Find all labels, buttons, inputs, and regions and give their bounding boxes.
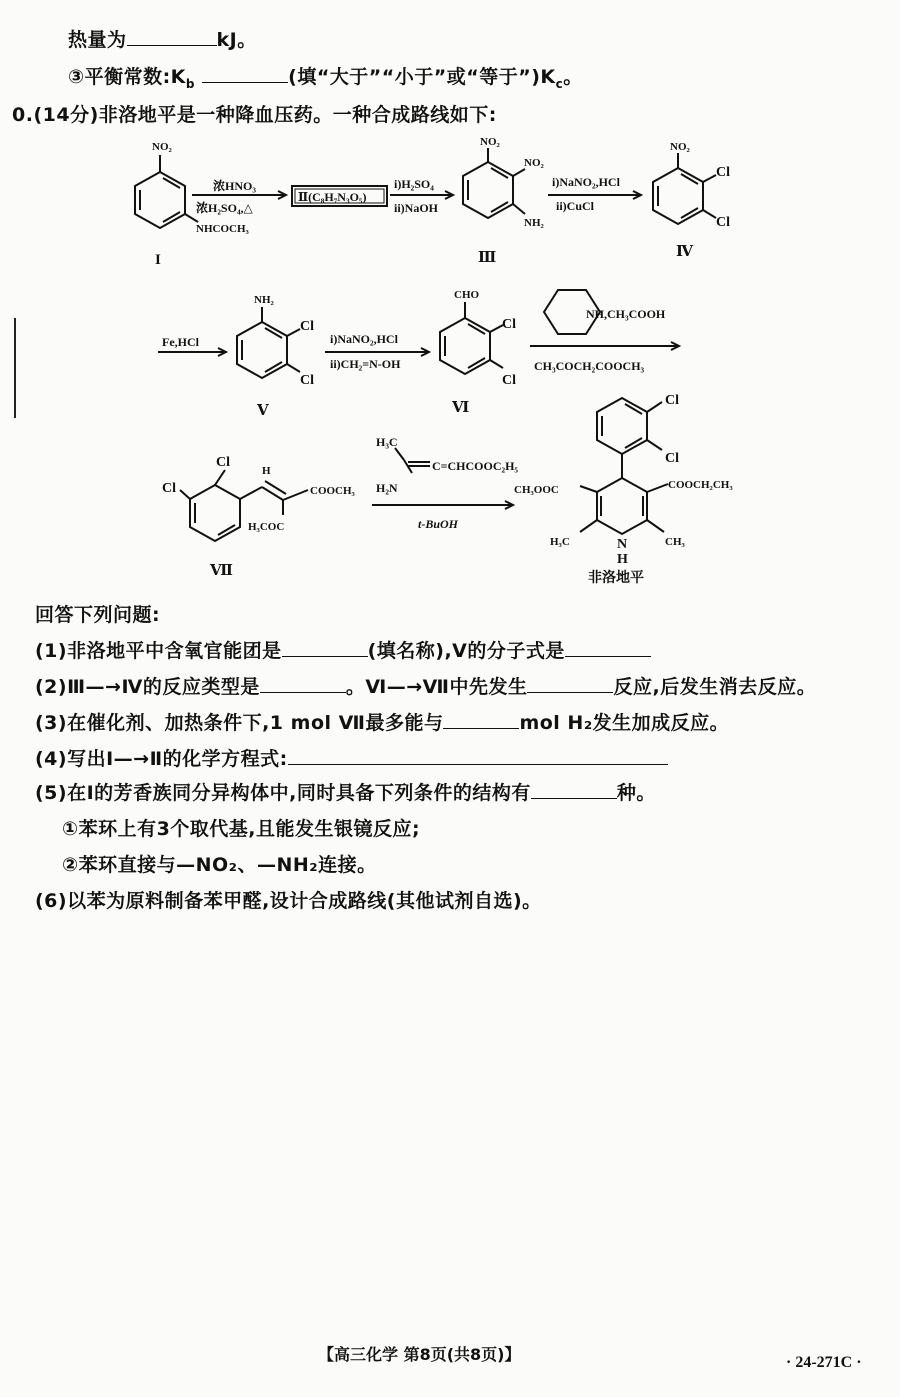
III-no2-1: NO₂: [480, 136, 500, 148]
ring-IV: [653, 168, 703, 224]
q6: [35, 886, 542, 913]
I-no2: NO₂: [152, 141, 172, 153]
V-label: Ⅴ: [257, 403, 269, 419]
ring-I: [135, 172, 185, 228]
question-number: 0.: [12, 104, 34, 126]
step6-bottom: CH₃COCH₂COOCH₃: [534, 359, 645, 373]
q1-blank-1[interactable]: [282, 638, 368, 657]
V-cl2: Cl: [300, 373, 314, 388]
VII-h3coc: H₃COC: [248, 521, 285, 533]
product-cl1: Cl: [665, 393, 679, 408]
IV-cl1: Cl: [716, 165, 730, 180]
exam-code: · 24-271C ·: [786, 1354, 862, 1371]
product-h3c: H₃C: [550, 536, 570, 548]
step4: Fe,HCl: [162, 335, 199, 349]
product-cl2: Cl: [665, 451, 679, 466]
III-no2-2: NO₂: [524, 157, 544, 169]
step5-bottom: ii)CH₂=N-OH: [330, 357, 401, 371]
q1-b: (填名称),Ⅴ的分子式是: [367, 640, 565, 662]
VI-cl1: Cl: [502, 317, 516, 332]
step7-top-2: C=CHCOOC₂H₅: [432, 459, 519, 473]
VII-cooch3: COOCH₃: [310, 485, 355, 497]
q3-b: mol H₂发生加成反应。: [519, 712, 730, 734]
product-ch3ooc: CH₃OOC: [514, 484, 559, 496]
V-nh2: NH₂: [254, 294, 274, 306]
ring-V: [237, 322, 287, 378]
q6-text: (6)以苯为原料制备苯甲醛,设计合成路线(其他试剂自选)。: [35, 890, 542, 912]
IV-cl2: Cl: [716, 215, 730, 230]
intro-text: 回答下列问题:: [35, 604, 161, 626]
ring-VII: [190, 485, 240, 541]
VII-h: H: [262, 465, 271, 477]
q3: [35, 708, 729, 735]
q2: [35, 672, 816, 699]
step1-bottom: 浓H₂SO₄,△: [196, 201, 253, 215]
kb-end: 。: [563, 66, 583, 88]
question-header-text: (14分)非洛地平是一种降血压药。一种合成路线如下:: [33, 104, 497, 126]
q5-c1: ①苯环上有3个取代基,且能发生银镜反应;: [62, 818, 421, 840]
q2-blank-1[interactable]: [260, 674, 346, 693]
q2-c: 反应,后发生消去反应。: [613, 676, 817, 698]
step3-top: i)NaNO₂,HCl: [552, 175, 620, 189]
q5-condition-1: [62, 814, 420, 841]
step3-bottom: ii)CuCl: [556, 199, 595, 213]
product-n: N: [617, 537, 628, 552]
II-box-label: Ⅱ(C₈H₇N₃O₅): [298, 190, 367, 204]
q1-blank-2[interactable]: [565, 638, 651, 657]
VII-cl1: Cl: [216, 455, 230, 470]
VII-label: Ⅶ: [210, 563, 233, 579]
step7-bottom: t-BuOH: [418, 517, 459, 531]
ring-product-phenyl: [597, 398, 647, 454]
heat-suffix: kJ。: [216, 29, 257, 51]
step6-top: NH,CH₃COOH: [586, 307, 666, 321]
kb-mid: (填“大于”“小于”或“等于”)K: [288, 66, 556, 88]
kb-prefix: ③平衡常数:K: [68, 66, 186, 88]
step7-top-3: H₂N: [376, 481, 398, 495]
III-label: Ⅲ: [478, 250, 497, 266]
synthesis-scheme: [0, 0, 900, 600]
step5-top: i)NaNO₂,HCl: [330, 332, 398, 346]
product-h: H: [617, 552, 628, 567]
product-cooch2ch3: COOCH₂CH₃: [668, 479, 733, 491]
I-label: I: [155, 252, 161, 268]
kc-sub: c: [555, 76, 564, 91]
q5-condition-2: [62, 850, 377, 877]
III-nh2: NH₂: [524, 217, 544, 229]
step2-top: i)H₂SO₄: [394, 177, 434, 191]
ring-VI: [440, 318, 490, 374]
V-cl1: Cl: [300, 319, 314, 334]
step7-top-1: H₃C: [376, 435, 398, 449]
questions-intro: [35, 600, 160, 627]
q5: [35, 778, 656, 805]
q5-c2: ②苯环直接与—NO₂、—NH₂连接。: [62, 854, 377, 876]
q2-a: (2)Ⅲ—→Ⅳ的反应类型是: [35, 676, 260, 698]
q4: [35, 744, 668, 771]
page-footer: 【高三化学 第8页(共8页)】: [318, 1345, 521, 1364]
step1-top: 浓HNO₃: [213, 179, 256, 193]
step2-bottom: ii)NaOH: [394, 201, 438, 215]
product-label: 非洛地平: [588, 570, 644, 586]
q2-b: 。Ⅵ—→Ⅶ中先发生: [345, 676, 528, 698]
product-ch3: CH₃: [665, 536, 685, 548]
q5-blank[interactable]: [531, 780, 617, 799]
q1: [35, 636, 651, 663]
VI-cho: CHO: [454, 289, 480, 301]
q1-a: (1)非洛地平中含氧官能团是: [35, 640, 282, 662]
q4-text: (4)写出Ⅰ—→Ⅱ的化学方程式:: [35, 748, 288, 770]
q2-blank-2[interactable]: [527, 674, 613, 693]
I-nhcoch3: NHCOCH₃: [196, 223, 249, 235]
IV-no2: NO₂: [670, 141, 690, 153]
VII-cl2: Cl: [162, 481, 176, 496]
q3-blank[interactable]: [443, 710, 519, 729]
q4-blank[interactable]: [288, 746, 668, 765]
VI-label: Ⅵ: [452, 400, 470, 416]
ring-dihydropyridine: [597, 478, 647, 534]
VI-cl2: Cl: [502, 373, 516, 388]
q5-a: (5)在Ⅰ的芳香族同分异构体中,同时具备下列条件的结构有: [35, 782, 531, 804]
kb-sub: b: [185, 76, 196, 91]
q3-a: (3)在催化剂、加热条件下,1 mol Ⅶ最多能与: [35, 712, 444, 734]
q5-b: 种。: [616, 782, 656, 804]
ring-III: [463, 162, 513, 218]
IV-label: Ⅳ: [676, 244, 694, 260]
heat-prefix: 热量为: [68, 29, 127, 51]
